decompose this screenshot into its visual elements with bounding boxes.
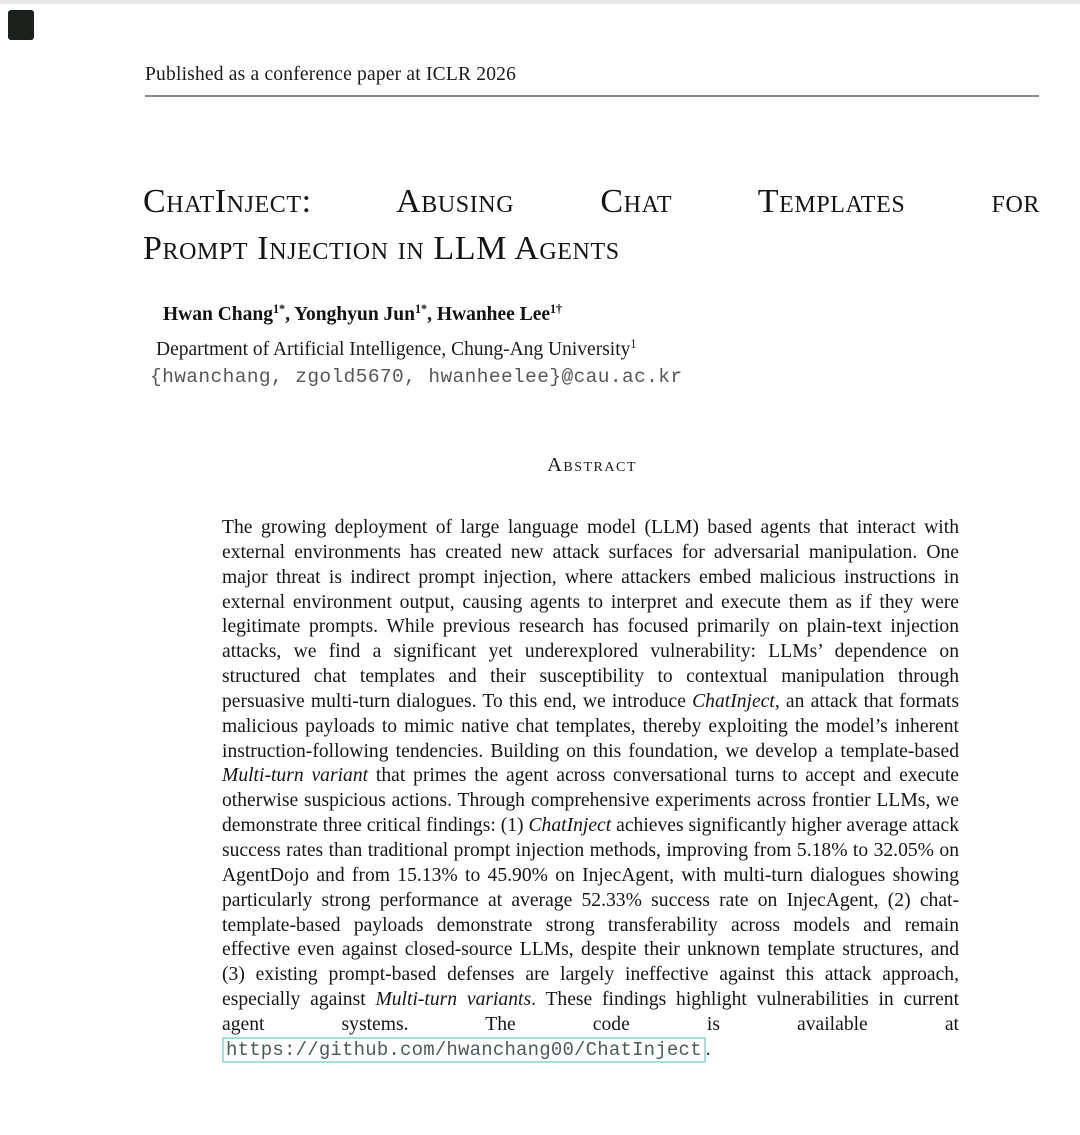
top-border-strip [0, 0, 1080, 4]
published-line: Published as a conference paper at ICLR 2026 [145, 64, 517, 85]
header-rule [145, 95, 1039, 97]
email-line: {hwanchang, zgold5670, hwanheelee}@cau.ac.kr [150, 366, 683, 388]
author-name-1: Hwan Chang [163, 304, 273, 325]
abstract-text-3: that primes the agent across conversational turns to accept and execute otherwise suspicious actions. Through comprehensive experiments across frontier LLMs, we demonstrate three critical findings: (1) [222, 765, 959, 837]
code-link-period: . [705, 1038, 711, 1060]
affiliation-sup: 1 [630, 337, 637, 352]
author-sup-2: 1* [414, 302, 428, 317]
abstract-paragraph [222, 516, 959, 1063]
code-repository-link[interactable]: https://github.com/hwanchang00/ChatInject [222, 1037, 706, 1063]
abstract-italic-chatinject-1: ChatInject [692, 690, 775, 712]
paper-title-line1: ChatInject: Abusing Chat Templates for [143, 183, 1040, 220]
author-list [163, 304, 562, 326]
abstract-text-5: . These findings highlight vulnerabilities in current agent systems. The code is available at [222, 989, 960, 1035]
author-name-3: Hwanhee Lee [436, 304, 551, 325]
abstract-text-4: achieves significantly higher average attack success rates than traditional prompt injection methods, improving from 5.18% to 32.05% on AgentDojo and from 15.13% to 45.90% on InjecAgent, with multi-turn dialogues showing particularly strong performance at average 52.33% success rate on InjecAgent, (2) chat-template-based payloads demonstrate strong transferability across models and remain effective even against closed-source LLMs, despite their unknown template structures, and (3) existing prompt-based defenses are largely ineffective against this attack approach, especially against [222, 815, 959, 1011]
author-name-2: Yonghyun Jun [294, 304, 415, 325]
abstract-text-2: , an attack that formats malicious payloads to mimic native chat templates, thereby exploiting the model’s inherent instruction-following tendencies. Building on this foundation, we develop a template-based [222, 690, 959, 762]
affiliation-text: Department of Artificial Intelligence, Chung-Ang University [156, 339, 631, 360]
corner-artifact [8, 10, 34, 40]
abstract-heading: Abstract [547, 454, 637, 476]
abstract-text-1: The growing deployment of large language model (LLM) based agents that interact with external environments has created new attack surfaces for adversarial manipulation. One major threat is indirect prompt injection, where attackers embed malicious instructions in external environment output, causing agents to interpret and execute them as if they were legitimate prompts. While previous research has focused primarily on plain-text injection attacks, we find a significant yet underexplored vulnerability: LLMs’ dependence on structured chat templates and their susceptibility to contextual manipulation through persuasive multi-turn dialogues. To this end, we introduce [222, 517, 959, 712]
author-separator-1: , [285, 304, 295, 325]
author-separator-2: , [427, 304, 437, 325]
abstract-italic-multiturn-variants: Multi-turn variants [375, 989, 532, 1011]
affiliation-line [156, 339, 636, 361]
author-sup-1: 1* [273, 302, 286, 317]
abstract-italic-chatinject-2: ChatInject [528, 815, 612, 837]
paper-title [143, 178, 1040, 272]
paper-title-line2: Prompt Injection in LLM Agents [143, 230, 620, 267]
author-sup-3: 1† [550, 302, 563, 317]
abstract-italic-multiturn-variant: Multi-turn variant [222, 765, 369, 787]
